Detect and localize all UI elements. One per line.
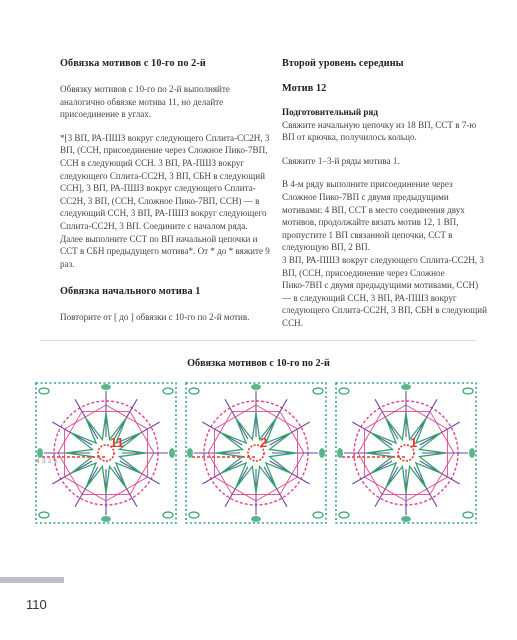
row-label: 3 xyxy=(42,458,46,465)
lattice-line xyxy=(58,453,82,495)
corner-picot xyxy=(189,512,199,518)
side-picot xyxy=(251,516,261,522)
side-picot xyxy=(319,448,325,458)
corner-picot xyxy=(339,512,349,518)
lattice-line xyxy=(208,453,232,495)
side-picot xyxy=(251,384,261,390)
lattice-line xyxy=(214,477,256,501)
lattice-line xyxy=(280,411,304,453)
corner-picot xyxy=(163,388,173,394)
corner-picot xyxy=(463,512,473,518)
motif-number: 1 xyxy=(410,435,418,450)
diagram-caption: Обвязка мотивов с 10-го по 2-й xyxy=(187,358,330,369)
paragraph: 3 ВП, РА-ПШЗ вокруг следующего Сплита-СС2Н, 3 ВП, (ССН, присоединение через Сложное Пико-7ВП с двумя предыдущими мотивами, ССН) — в следующий ССН, 3 ВП, РА-ПШЗ вокруг следующего Сплита-СС2Н, 3 ВП, СБН в следующий ССН. xyxy=(282,254,487,328)
lattice-line xyxy=(280,453,304,495)
side-picot xyxy=(401,516,411,522)
side-picot xyxy=(101,384,111,390)
corner-picot xyxy=(313,512,323,518)
paragraph: В 4-м ряду выполните присоединение через Сложное Пико-7ВП с двумя предыдущими мотивами: 4 ВП, ССТ в место соединения двух мотивов, продолжайте вязать мотив 12, 1 ВП, пропустите 1 ВП связанной цепочки, ССТ в следующую ВП, 2 ВП. xyxy=(282,179,465,253)
lattice-line xyxy=(430,411,454,453)
corner-picot xyxy=(39,512,49,518)
corner-picot xyxy=(189,388,199,394)
lattice-line xyxy=(214,405,256,429)
side-picot xyxy=(101,516,111,522)
lattice-line xyxy=(64,477,106,501)
side-picot xyxy=(469,448,475,458)
lattice-line xyxy=(358,411,382,453)
row-label: 1 xyxy=(54,458,58,465)
corner-picot xyxy=(463,388,473,394)
paragraph: *[3 ВП, РА-ПШЗ вокруг следующего Сплита-СС2Н, 3 ВП, (ССН, присоединение через Сложное Пико-7ВП, ССН в следующий ССН. 3 ВП, РА-ПШЗ вокруг следующего Сплита-СС2Н, 3 ВП, СБН в следующий ССН], 3 ВП, РА-ПШЗ вокруг следующего Сплита-СС2Н, 3 ВП, (ССН, Сложное Пико-7ВП, ССН) — в следующий ССН, 3 ВП, РА-ПШЗ вокруг следующего Сплита-СС2Н, 3 ВП. Соедините с началом ряда. Далее выполните ССТ по ВП начальной цепочки и ССТ в СБН предыдущего мотива*. От * до * вяжите 9 раз. xyxy=(60,132,270,269)
section-heading-initial-motif: Обвязка начального мотива 1 xyxy=(60,286,201,298)
corner-picot xyxy=(313,388,323,394)
right-column xyxy=(282,58,487,341)
page-number: 110 xyxy=(26,597,47,612)
row-label: 4 xyxy=(36,458,40,465)
lattice-line xyxy=(406,405,448,429)
paragraph: Повторите от [ до ] обвязки с 10-го по 2-й мотив. xyxy=(60,312,250,323)
side-picot xyxy=(401,384,411,390)
lattice-line xyxy=(64,405,106,429)
lattice-line xyxy=(106,477,148,501)
paragraph: Свяжите 1–3-й ряды мотива 1. xyxy=(282,155,400,166)
motif-number: 2 xyxy=(260,435,268,450)
lattice-line xyxy=(208,411,232,453)
footer-bar xyxy=(0,577,64,583)
section-heading-second-level: Второй уровень середины xyxy=(282,58,404,69)
prep-row-heading: Подготовительный ряд xyxy=(282,107,378,117)
corner-picot xyxy=(163,512,173,518)
left-column xyxy=(60,58,270,335)
corner-picot xyxy=(339,388,349,394)
lattice-line xyxy=(364,405,406,429)
paragraph: Свяжите начальную цепочку из 18 ВП, ССТ в 7-ю ВП от крючка, получилось кольцо. xyxy=(282,119,477,143)
lattice-line xyxy=(430,453,454,495)
lattice-line xyxy=(256,405,298,429)
lattice-line xyxy=(358,453,382,495)
corner-picot xyxy=(39,388,49,394)
lattice-line xyxy=(406,477,448,501)
row-label: 2 xyxy=(48,458,52,465)
lattice-line xyxy=(130,411,154,453)
motif-heading: Мотив 12 xyxy=(282,83,327,94)
lattice-line xyxy=(364,477,406,501)
lattice-line xyxy=(58,411,82,453)
lattice-line xyxy=(106,405,148,429)
side-picot xyxy=(169,448,175,458)
lattice-line xyxy=(256,477,298,501)
lattice-line xyxy=(130,453,154,495)
motif-number: 11 xyxy=(110,435,124,450)
crochet-diagram xyxy=(34,378,484,528)
section-heading-joining: Обвязка мотивов с 10-го по 2-й xyxy=(60,58,206,69)
divider xyxy=(40,340,477,341)
paragraph: Обвязку мотивов с 10-го по 2-й выполняйте аналогично обвязке мотива 11, но делайте присоединение в углах. xyxy=(60,84,230,120)
